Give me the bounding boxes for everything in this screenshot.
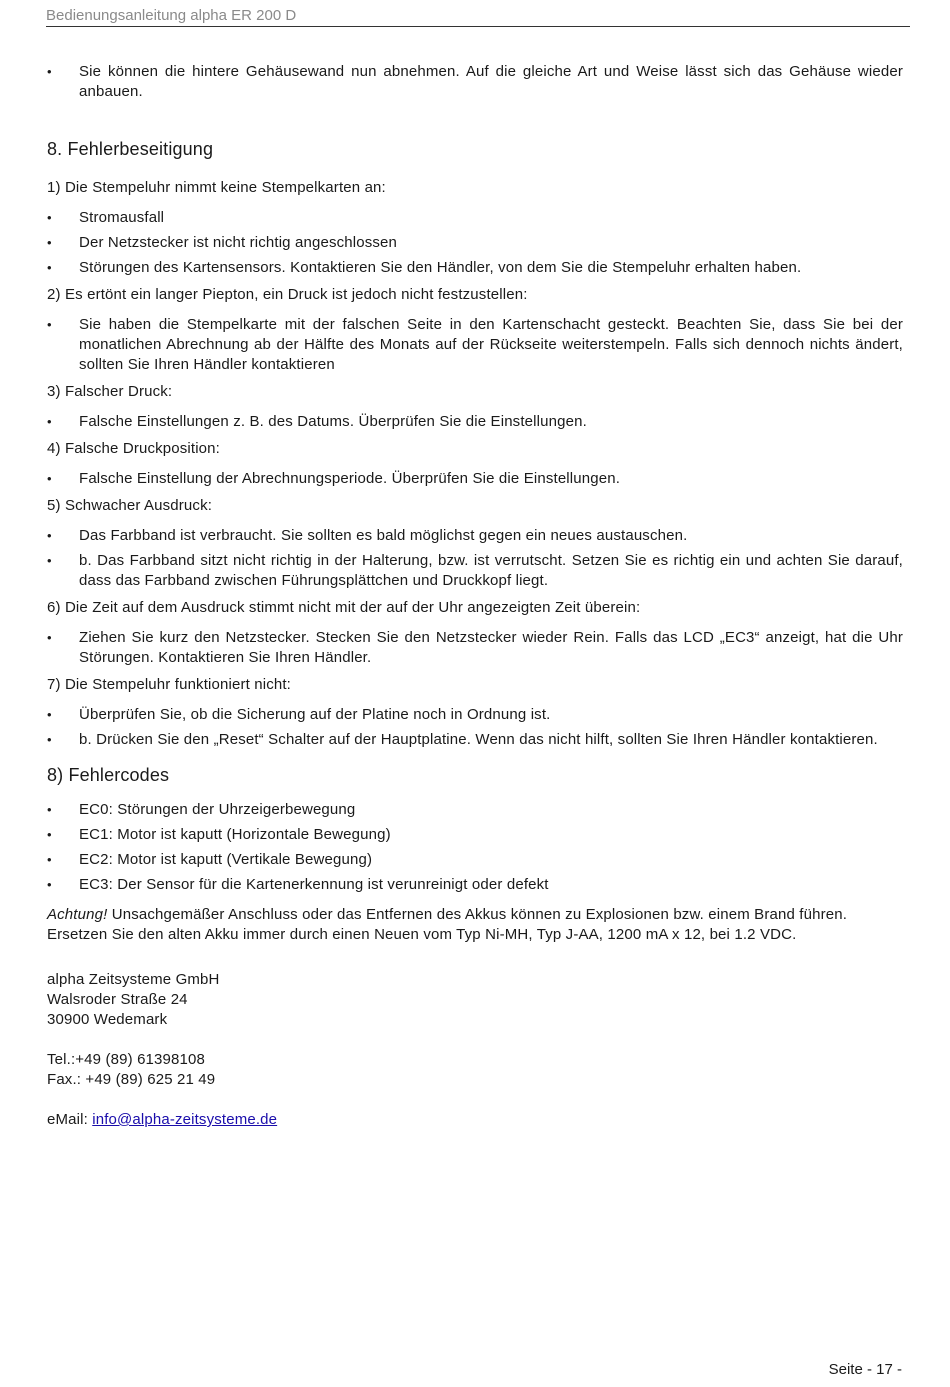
page-content <box>47 62 903 1130</box>
list-item: • Überprüfen Sie, ob die Sicherung auf der Platine noch in Ordnung ist. <box>47 705 903 725</box>
problem-list <box>47 469 903 489</box>
list-item: • Falsche Einstellung der Abrechnungsperiode. Überprüfen Sie die Einstellungen. <box>47 469 903 489</box>
problem-title: 2) Es ertönt ein langer Piepton, ein Druck ist jedoch nicht festzustellen: <box>47 286 528 303</box>
problem-6 <box>47 598 903 668</box>
list-item: • EC2: Motor ist kaputt (Vertikale Bewegung) <box>47 850 903 870</box>
intro-list <box>47 62 903 102</box>
warning-text: Unsachgemäßer Anschluss oder das Entfernen des Akkus können zu Explosionen bzw. einem Brand führen. Ersetzen Sie den alten Akku immer durch einen Neuen vom Typ Ni-MH, Typ J-AA, 1200 mA x 12, bei 1.2 VDC. <box>47 906 848 943</box>
problem-title: 1) Die Stempeluhr nimmt keine Stempelkarten an: <box>47 179 386 196</box>
list-item: • Das Farbband ist verbraucht. Sie sollten es bald möglichst gegen ein neues austauschen. <box>47 526 903 546</box>
list-item: • Sie haben die Stempelkarte mit der falschen Seite in den Kartenschacht gesteckt. Beachten Sie, dass Sie bei der monatlichen Abrechnung ab der Hälfte des Monats auf der Rückseite weiterstempeln. Falls sich dennoch nichts ändert, sollten Sie Ihren Händler kontaktieren <box>47 315 903 375</box>
list-item: • EC0: Störungen der Uhrzeigerbewegung <box>47 800 903 820</box>
email-line <box>47 1110 903 1130</box>
problem-3 <box>47 382 903 432</box>
problem-list <box>47 315 903 375</box>
problem-title: 5) Schwacher Ausdruck: <box>47 497 213 514</box>
problem-5 <box>47 496 903 591</box>
problem-list <box>47 526 903 591</box>
problem-2 <box>47 285 903 375</box>
section-title-fehlerbeseitigung: 8. Fehlerbeseitigung <box>47 139 214 159</box>
list-item: • Stromausfall <box>47 208 903 228</box>
list-item: • b. Drücken Sie den „Reset“ Schalter auf der Hauptplatine. Wenn das nicht hilft, sollten Sie Ihren Händler kontaktieren. <box>47 730 903 750</box>
email-link[interactable]: info@alpha-zeitsysteme.de <box>92 1111 278 1128</box>
problem-list <box>47 412 903 432</box>
page-number: Seite - 17 - <box>828 1361 902 1378</box>
problem-title: 7) Die Stempeluhr funktioniert nicht: <box>47 676 291 693</box>
list-item: • EC1: Motor ist kaputt (Horizontale Bewegung) <box>47 825 903 845</box>
city: 30900 Wedemark <box>47 1011 168 1028</box>
list-item: • Sie können die hintere Gehäusewand nun abnehmen. Auf die gleiche Art und Weise lässt sich das Gehäuse wieder anbauen. <box>47 62 903 102</box>
running-header: Bedienungsanleitung alpha ER 200 D <box>46 7 910 27</box>
problem-7 <box>47 675 903 750</box>
warning-label: Achtung! <box>47 906 108 923</box>
problem-list <box>47 628 903 668</box>
problem-1 <box>47 178 903 278</box>
list-item: • Ziehen Sie kurz den Netzstecker. Stecken Sie den Netzstecker wieder Rein. Falls das LCD „EC3“ anzeigt, hat die Uhr Störungen. Kontaktieren Sie Ihren Händler. <box>47 628 903 668</box>
warning-note <box>47 905 903 945</box>
problem-list <box>47 705 903 750</box>
street: Walsroder Straße 24 <box>47 991 188 1008</box>
list-item: • Störungen des Kartensensors. Kontaktieren Sie den Händler, von dem Sie die Stempeluhr erhalten haben. <box>47 258 903 278</box>
address-block <box>47 970 903 1130</box>
problem-title: 6) Die Zeit auf dem Ausdruck stimmt nicht mit der auf der Uhr angezeigten Zeit überein: <box>47 599 641 616</box>
problem-title: 4) Falsche Druckposition: <box>47 440 220 457</box>
list-item: • EC3: Der Sensor für die Kartenerkennung ist verunreinigt oder defekt <box>47 875 903 895</box>
problem-4 <box>47 439 903 489</box>
list-item: • Falsche Einstellungen z. B. des Datums. Überprüfen Sie die Einstellungen. <box>47 412 903 432</box>
errorcode-list <box>47 800 903 895</box>
email-label: eMail: <box>47 1111 93 1128</box>
problem-title: 3) Falscher Druck: <box>47 383 173 400</box>
list-item: • b. Das Farbband sitzt nicht richtig in der Halterung, bzw. ist verrutscht. Setzen Sie es richtig ein und achten Sie darauf, dass das Farbband zwischen Führungsplättchen und Druckkopf liegt. <box>47 551 903 591</box>
telephone: Tel.:+49 (89) 61398108 <box>47 1051 206 1068</box>
problem-list <box>47 208 903 278</box>
list-item: • Der Netzstecker ist nicht richtig angeschlossen <box>47 233 903 253</box>
section-title-fehlercodes: 8) Fehlercodes <box>47 765 170 785</box>
fax: Fax.: +49 (89) 625 21 49 <box>47 1071 216 1088</box>
company-name: alpha Zeitsysteme GmbH <box>47 971 220 988</box>
